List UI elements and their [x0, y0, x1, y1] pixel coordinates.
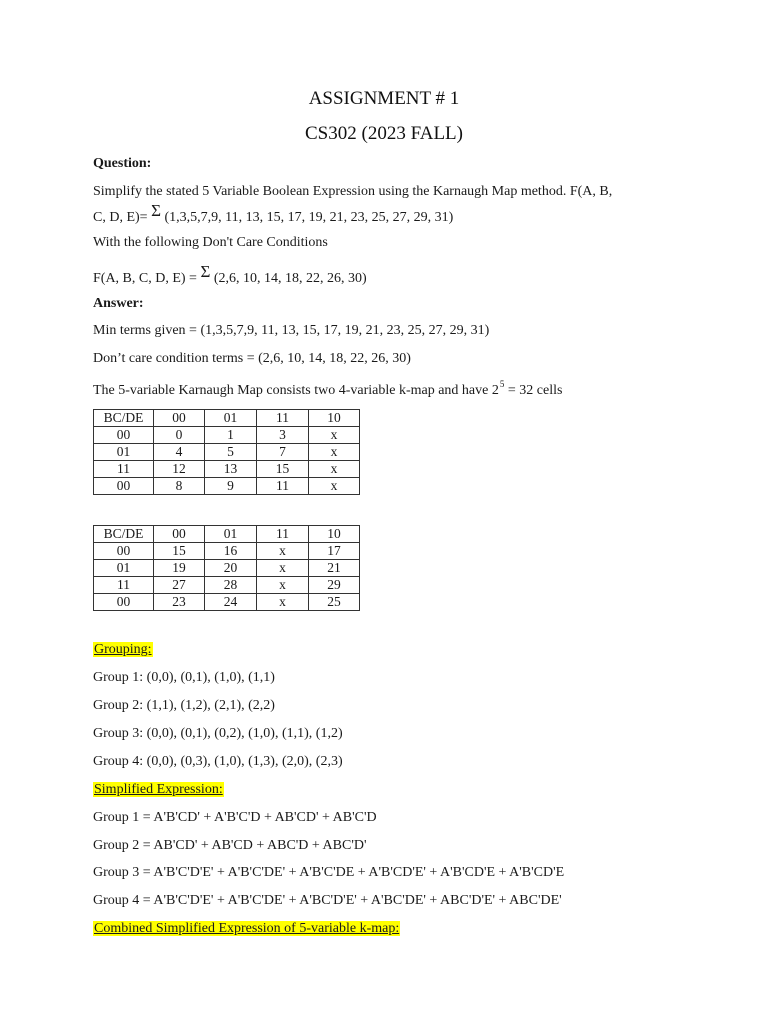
simplified-heading — [93, 781, 224, 799]
kmap-header-row — [94, 526, 360, 543]
kmap-header-cell: BC/DE — [94, 410, 154, 427]
kmap-row — [94, 478, 360, 495]
kmap-header-cell: 00 — [154, 410, 205, 427]
kmap-header-cell: 11 — [257, 526, 309, 543]
kmap-cell: x — [257, 543, 309, 560]
kmap-description-suffix: = 32 cells — [504, 383, 563, 398]
kmap-cell: 1 — [205, 427, 257, 444]
combined-heading-text: Combined Simplified Expression of 5-variable k-map: — [94, 921, 400, 936]
kmap-table-1 — [93, 409, 360, 495]
kmap-cell: 15 — [154, 543, 205, 560]
kmap-cell: x — [257, 594, 309, 611]
kmap-row-label: 01 — [94, 444, 154, 461]
dont-care-prefix: F(A, B, C, D, E) = — [93, 271, 197, 286]
kmap-cell: 27 — [154, 577, 205, 594]
kmap-row — [94, 577, 360, 594]
kmap-cell: 17 — [309, 543, 360, 560]
sigma-symbol-2: Σ — [200, 262, 211, 281]
group-2-line: Group 2: (1,1), (1,2), (2,1), (2,2) — [93, 698, 275, 713]
dont-care-suffix: (2,6, 10, 14, 18, 22, 26, 30) — [213, 271, 367, 286]
grouping-heading-text: Grouping: — [94, 642, 152, 657]
kmap-cell: 24 — [205, 594, 257, 611]
question-line-2 — [93, 201, 454, 227]
kmap-header-cell: 10 — [309, 410, 360, 427]
assignment-title: ASSIGNMENT # 1 — [308, 88, 460, 109]
kmap-row-label: 01 — [94, 560, 154, 577]
kmap-row-label: 00 — [94, 478, 154, 495]
kmap-cell: 21 — [309, 560, 360, 577]
kmap-row — [94, 461, 360, 478]
simplified-heading-text: Simplified Expression: — [94, 782, 223, 797]
simplified-group-2: Group 2 = AB'CD' + AB'CD + ABC'D + ABC'D' — [93, 838, 367, 853]
simplified-group-4: Group 4 = A'B'C'D'E' + A'B'C'DE' + A'BC'D'E' + A'BC'DE' + ABC'D'E' + ABC'DE' — [93, 893, 562, 908]
kmap-cell: 25 — [309, 594, 360, 611]
kmap-cell: 16 — [205, 543, 257, 560]
kmap-cell: 28 — [205, 577, 257, 594]
dont-care-terms-line: Don’t care condition terms = (2,6, 10, 14, 18, 22, 26, 30) — [93, 351, 411, 366]
kmap-row-label: 00 — [94, 594, 154, 611]
kmap-row — [94, 444, 360, 461]
kmap-cell: x — [257, 560, 309, 577]
kmap-row — [94, 543, 360, 560]
question-label: Question: — [93, 156, 152, 171]
kmap-cell: 0 — [154, 427, 205, 444]
kmap-row — [94, 560, 360, 577]
kmap-header-cell: 01 — [205, 526, 257, 543]
kmap-cell: 4 — [154, 444, 205, 461]
dont-care-function — [93, 262, 367, 288]
kmap-header-cell: 01 — [205, 410, 257, 427]
kmap-row-label: 11 — [94, 461, 154, 478]
kmap-cell: 3 — [257, 427, 309, 444]
course-subtitle: CS302 (2023 FALL) — [305, 123, 463, 144]
kmap-header-cell: 00 — [154, 526, 205, 543]
group-1-line: Group 1: (0,0), (0,1), (1,0), (1,1) — [93, 670, 275, 685]
simplified-group-3: Group 3 = A'B'C'D'E' + A'B'C'DE' + A'B'C'DE + A'B'CD'E' + A'B'CD'E + A'B'CD'E — [93, 865, 565, 880]
kmap-cell: x — [309, 444, 360, 461]
kmap-header-cell: BC/DE — [94, 526, 154, 543]
kmap-cell: 8 — [154, 478, 205, 495]
kmap-cell: 23 — [154, 594, 205, 611]
kmap-cell: 15 — [257, 461, 309, 478]
minterms-line: Min terms given = (1,3,5,7,9, 11, 13, 15, 17, 19, 21, 23, 25, 27, 29, 31) — [93, 323, 490, 338]
kmap-table-2 — [93, 525, 360, 611]
kmap-header-row — [94, 410, 360, 427]
grouping-heading — [93, 641, 153, 659]
kmap-exponent: 5 — [499, 379, 505, 389]
kmap-cell: 11 — [257, 478, 309, 495]
kmap-cell: 7 — [257, 444, 309, 461]
kmap-cell: 13 — [205, 461, 257, 478]
kmap-cell: x — [309, 427, 360, 444]
question-line-1: Simplify the stated 5 Variable Boolean Expression using the Karnaugh Map method. F(A, B, — [93, 184, 613, 199]
kmap-cell: 19 — [154, 560, 205, 577]
kmap-row-label: 11 — [94, 577, 154, 594]
kmap-cell: 20 — [205, 560, 257, 577]
group-4-line: Group 4: (0,0), (0,3), (1,0), (1,3), (2,0), (2,3) — [93, 754, 343, 769]
kmap-row — [94, 594, 360, 611]
group-3-line: Group 3: (0,0), (0,1), (0,2), (1,0), (1,1), (1,2) — [93, 726, 343, 741]
combined-heading — [93, 920, 400, 938]
kmap-cell: x — [257, 577, 309, 594]
kmap-cell: x — [309, 478, 360, 495]
kmap-row — [94, 427, 360, 444]
kmap-cell: 12 — [154, 461, 205, 478]
sigma-symbol: Σ — [151, 201, 161, 220]
kmap-description — [93, 379, 563, 400]
question-line-2-suffix: (1,3,5,7,9, 11, 13, 15, 17, 19, 21, 23, 25, 27, 29, 31) — [164, 210, 454, 225]
kmap-row-label: 00 — [94, 427, 154, 444]
kmap-cell: 5 — [205, 444, 257, 461]
dont-care-intro: With the following Don't Care Conditions — [93, 235, 328, 250]
kmap-header-cell: 11 — [257, 410, 309, 427]
answer-label: Answer: — [93, 296, 144, 311]
question-line-2-prefix: C, D, E)= — [93, 210, 148, 225]
simplified-group-1: Group 1 = A'B'CD' + A'B'C'D + AB'CD' + AB'C'D — [93, 810, 377, 825]
kmap-header-cell: 10 — [309, 526, 360, 543]
kmap-cell: x — [309, 461, 360, 478]
kmap-description-prefix: The 5-variable Karnaugh Map consists two 4-variable k-map and have 2 — [93, 383, 499, 398]
kmap-cell: 9 — [205, 478, 257, 495]
kmap-cell: 29 — [309, 577, 360, 594]
kmap-row-label: 00 — [94, 543, 154, 560]
